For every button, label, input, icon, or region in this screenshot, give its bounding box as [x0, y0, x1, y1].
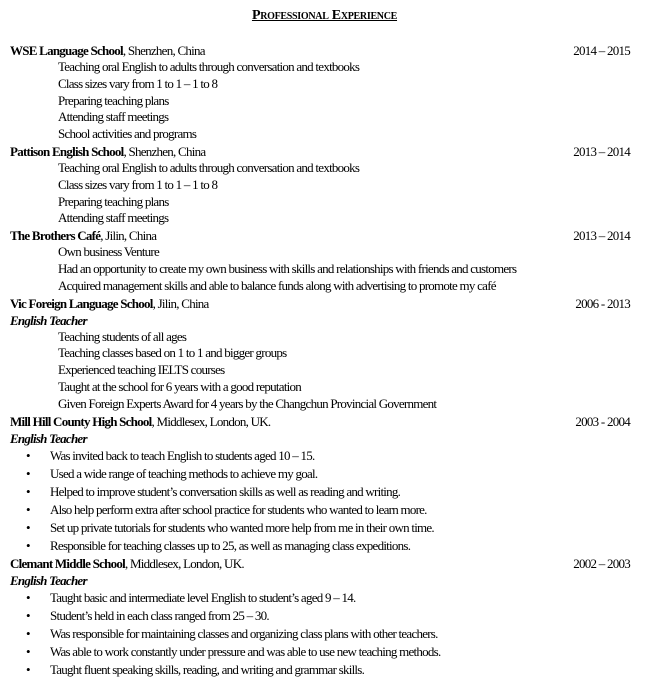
duty-item: Acquired management skills and able to balance funds along with advertising to promote my café	[58, 277, 496, 293]
organization-name: Mill Hill County High School	[10, 413, 152, 429]
bullet-item	[10, 519, 630, 537]
entry-header	[10, 227, 630, 244]
bullet-text: Helped to improve student’s conversation skills as well as reading and writing.	[50, 483, 401, 499]
bullet-text: Used a wide range of teaching methods to achieve my goal.	[50, 465, 318, 481]
experience-entry	[10, 413, 630, 555]
entry-header	[10, 295, 630, 312]
entry-dates: 2002 – 2003	[573, 555, 630, 571]
bullet-item	[10, 589, 630, 607]
organization-location: , Jilin, China	[100, 228, 157, 244]
duty-item: Teaching students of all ages	[58, 328, 187, 344]
job-role: English Teacher	[10, 312, 87, 328]
organization-name: Vic Foreign Language School	[10, 295, 153, 311]
bullet-icon: •	[26, 501, 30, 517]
bullet-text: Was responsible for maintaining classes and organizing class plans with other teachers.	[50, 625, 438, 641]
experience-entry	[10, 143, 630, 227]
bullet-icon: •	[26, 465, 30, 481]
bullet-icon: •	[26, 483, 30, 499]
entry-dates: 2006 - 2013	[575, 295, 630, 311]
entry-header	[10, 555, 630, 572]
entry-dates: 2014 – 2015	[573, 43, 630, 58]
duty-item: Experienced teaching IELTS courses	[58, 362, 225, 378]
duty-item: Preparing teaching plans	[58, 92, 169, 108]
duty-item: Given Foreign Experts Award for 4 years by the Changchun Provincial Government	[58, 395, 437, 411]
bullet-text: Set up private tutorials for students who wanted more help from me in their own time.	[50, 519, 434, 535]
experience-entry	[10, 555, 630, 679]
organization-location: , Jilin, China	[152, 295, 209, 311]
bullet-text: Also help perform extra after school practice for students who wanted to learn more.	[50, 501, 427, 517]
entry-dates: 2003 - 2004	[575, 413, 630, 429]
entry-header	[10, 413, 630, 430]
bullet-icon: •	[26, 625, 30, 641]
bullet-item	[10, 661, 630, 679]
bullet-text: Was invited back to teach English to students aged 10 – 15.	[50, 447, 315, 463]
duty-item: Attending staff meetings	[58, 109, 169, 125]
bullet-icon: •	[26, 589, 30, 605]
bullet-icon: •	[26, 447, 30, 463]
duty-item: Teaching oral English to adults through conversation and textbooks	[58, 59, 360, 74]
bullet-text: Responsible for teaching classes up to 25, as well as managing class expeditions.	[50, 537, 411, 553]
entry-header	[10, 42, 630, 59]
duty-item: Attending staff meetings	[58, 210, 169, 226]
experience-entry	[10, 42, 630, 143]
bullet-icon: •	[26, 643, 30, 659]
duty-item: Preparing teaching plans	[58, 193, 169, 209]
section-title: Professional Experience	[251, 8, 398, 23]
bullet-text: Taught fluent speaking skills, reading, and writing and grammar skills.	[50, 661, 365, 677]
job-role: English Teacher	[10, 572, 87, 588]
bullet-item	[10, 625, 630, 643]
bullet-item	[10, 607, 630, 625]
organization-location: , Shenzhen, China	[122, 43, 205, 58]
organization-name: WSE Language School	[10, 43, 123, 58]
duty-item: Own business Venture	[58, 244, 160, 260]
duty-item: School activities and programs	[58, 126, 197, 142]
bullet-item	[10, 501, 630, 519]
entry-dates: 2013 – 2014	[573, 228, 630, 244]
bullet-item	[10, 483, 630, 501]
bullet-icon: •	[26, 607, 30, 623]
organization-location: , Middlesex, London, UK.	[151, 413, 271, 429]
duty-item: Class sizes vary from 1 to 1 – 1 to 8	[58, 75, 218, 91]
bullet-text: Taught basic and intermediate level English to student’s aged 9 – 14.	[50, 589, 356, 605]
duty-item: Class sizes vary from 1 to 1 – 1 to 8	[58, 176, 218, 192]
bullet-icon: •	[26, 661, 30, 677]
entry-dates: 2013 – 2014	[573, 143, 630, 159]
organization-location: , Middlesex, London, UK.	[124, 555, 244, 571]
entry-header	[10, 143, 630, 160]
bullet-text: Student’s held in each class ranged from 25 – 30.	[50, 607, 269, 623]
organization-location: , Shenzhen, China	[123, 143, 206, 159]
experience-list	[10, 42, 630, 679]
bullet-icon: •	[26, 519, 30, 535]
job-role: English Teacher	[10, 430, 87, 446]
organization-name: Pattison English School	[10, 143, 124, 159]
duty-item: Had an opportunity to create my own business with skills and relationships with friends and customers	[58, 260, 517, 276]
bullet-item	[10, 537, 630, 555]
duty-item: Teaching classes based on 1 to 1 and bigger groups	[58, 345, 287, 361]
bullet-text: Was able to work constantly under pressure and was able to use new teaching methods.	[50, 643, 441, 659]
duty-item: Teaching oral English to adults through conversation and textbooks	[58, 159, 360, 175]
experience-entry	[10, 295, 630, 413]
organization-name: The Brothers Café	[10, 228, 101, 244]
bullet-item	[10, 447, 630, 465]
organization-name: Clemant Middle School	[10, 555, 125, 571]
bullet-item	[10, 643, 630, 661]
experience-entry	[10, 227, 630, 294]
bullet-icon: •	[26, 537, 30, 553]
duty-item: Taught at the school for 6 years with a good reputation	[58, 378, 302, 394]
bullet-item	[10, 465, 630, 483]
